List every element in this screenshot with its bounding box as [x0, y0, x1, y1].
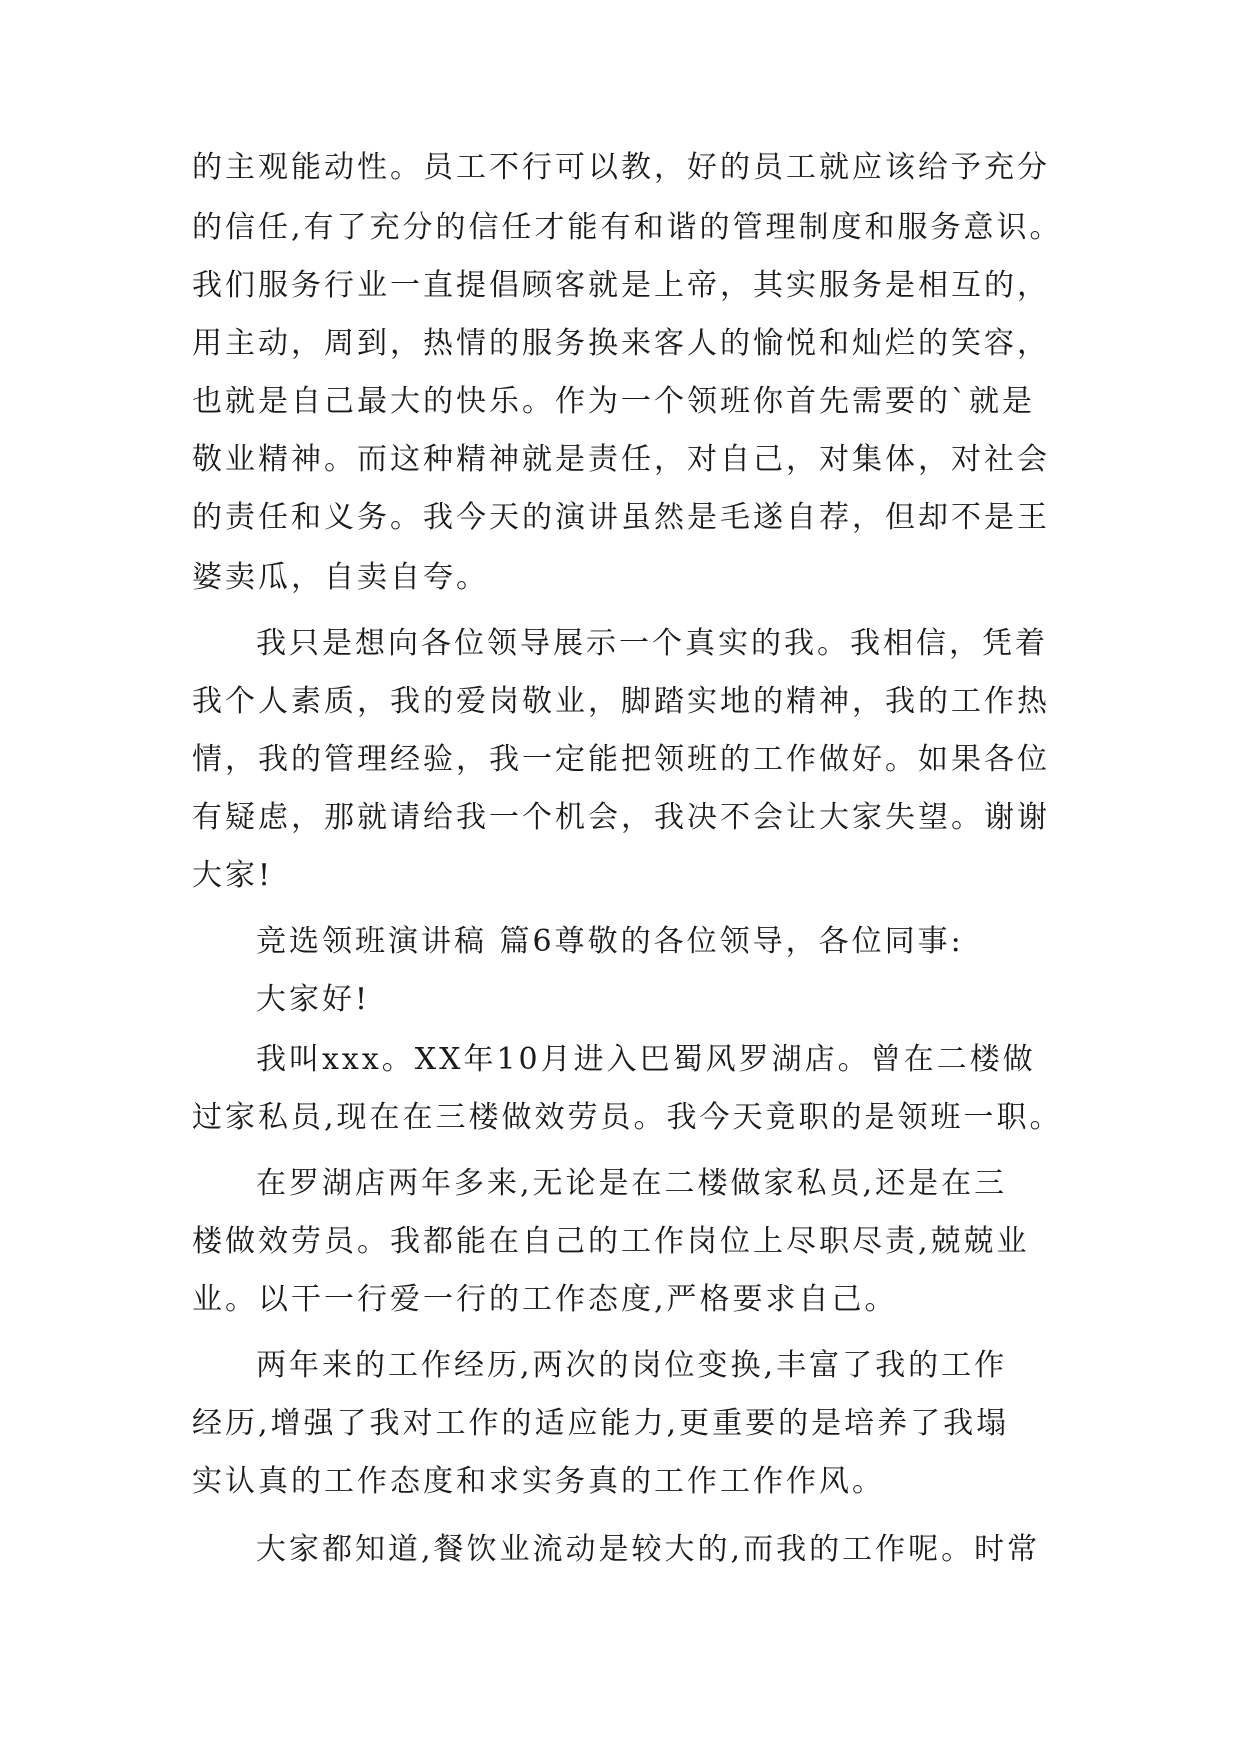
text-line: 情，我的管理经验，我一定能把领班的工作做好。如果各位: [192, 742, 1050, 777]
paragraph-first-line: 我只是想向各位领导展示一个真实的我。我相信，凭着: [256, 626, 1048, 661]
text-line: 大家!: [192, 858, 274, 893]
text-line: 也就是自己最大的快乐。作为一个领班你首先需要的`就是: [192, 384, 1035, 419]
paragraph-first-line: 大家都知道,餐饮业流动是较大的,而我的工作呢。时常: [256, 1532, 1041, 1567]
greeting-line: 大家好!: [256, 982, 371, 1017]
text-line: 经历,增强了我对工作的适应能力,更重要的是培养了我塌: [192, 1406, 1010, 1441]
text-line: 的信任,有了充分的信任才能有和谐的管理制度和服务意识。: [192, 210, 1063, 245]
text-line: 敬业精神。而这种精神就是责任，对自己，对集体，对社会: [192, 442, 1050, 477]
section-heading: 竞选领班演讲稿 篇6尊敬的各位领导，各位同事:: [256, 924, 964, 959]
text-line: 婆卖瓜，自卖自夸。: [192, 560, 489, 595]
paragraph-first-line: 在罗湖店两年多来,无论是在二楼做家私员,还是在三: [256, 1166, 1008, 1201]
text-line: 业。以干一行爱一行的工作态度,严格要求自己。: [192, 1282, 898, 1317]
text-line: 的责任和义务。我今天的演讲虽然是毛遂自荐，但却不是王: [192, 500, 1050, 535]
paragraph-first-line: 我叫xxx。XX年10月进入巴蜀风罗湖店。曾在二楼做: [256, 1042, 1036, 1077]
paragraph-first-line: 两年来的工作经历,两次的岗位变换,丰富了我的工作: [256, 1348, 1008, 1383]
text-line: 楼做效劳员。我都能在自己的工作岗位上尽职尽责,兢兢业: [192, 1224, 1030, 1259]
text-line: 我们服务行业一直提倡顾客就是上帝，其实服务是相互的，: [192, 268, 1050, 303]
text-line: 用主动，周到，热情的服务换来客人的愉悦和灿烂的笑容，: [192, 326, 1050, 361]
text-line: 的主观能动性。员工不行可以教，好的员工就应该给予充分: [192, 150, 1050, 185]
text-line: 实认真的工作态度和求实务真的工作工作作风。: [192, 1464, 885, 1499]
text-line: 过家私员,现在在三楼做效劳员。我今天竟职的是领班一职。: [192, 1100, 1063, 1135]
text-line: 我个人素质，我的爱岗敬业，脚踏实地的精神，我的工作热: [192, 684, 1050, 719]
text-line: 有疑虑，那就请给我一个机会，我决不会让大家失望。谢谢: [192, 800, 1050, 835]
